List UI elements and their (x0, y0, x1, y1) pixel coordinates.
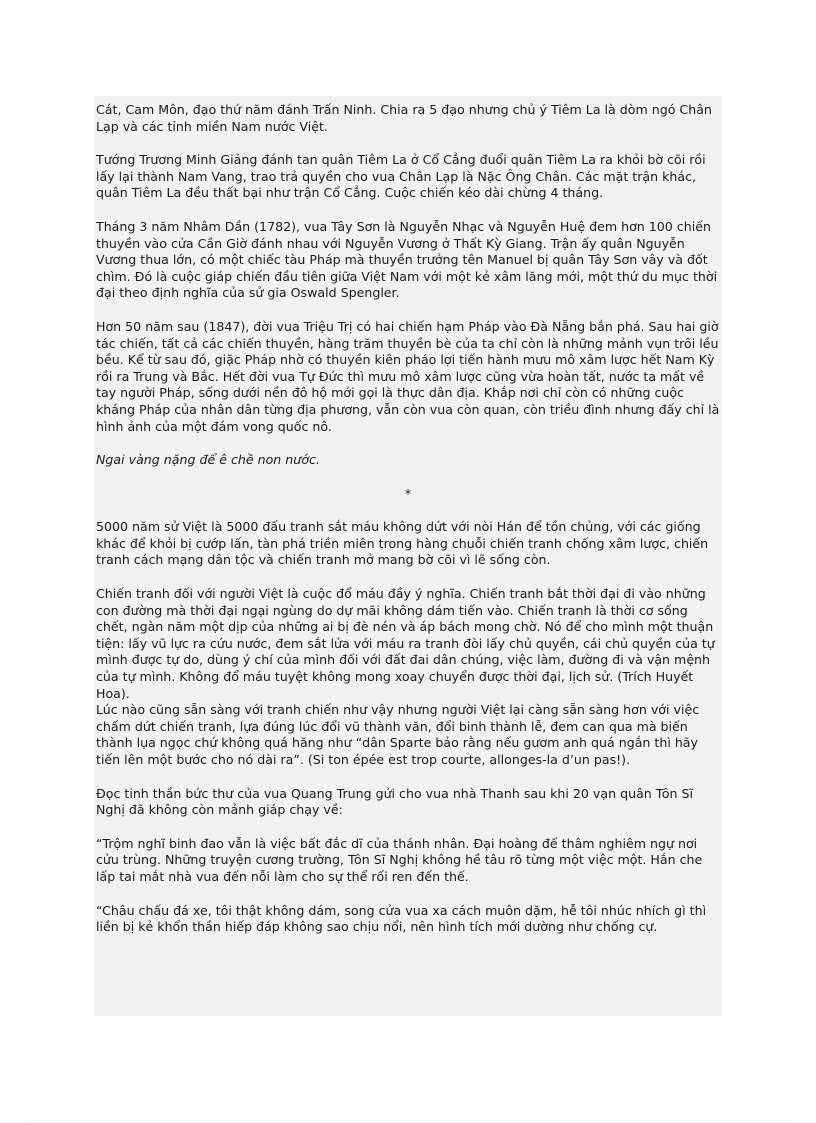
italic-verse: Ngai vàng nặng để ê chề non nước. (96, 452, 320, 468)
paragraph-5: 5000 năm sử Việt là 5000 đấu tranh sắt máu không dứt với nòi Hán để tồn chủng, với các giống khác để khỏi bị cướp lấn, tàn phá triền miên trong hàng chuỗi chiến tranh chống xâm lược, chiến tranh cách mạng dân tộc và chiến tranh mở mang bờ cõi vì lẽ sống còn. (96, 519, 709, 568)
paragraph-4: Hơn 50 năm sau (1847), đời vua Triệu Trị có hai chiến hạm Pháp vào Đà Nẵng bắn phá. Sau hai giờ tác chiến, tất cả các chiến thuyền, hàng trăm thuyền bè của ta chỉ còn là những mảnh vụn trôi lều bều. Kể từ sau đó, giặc Pháp nhờ có thuyền kiên pháo lợi tiến hành mưu mô xâm lược hết Nam Kỳ rồi ra Trung và Bắc. Hết đời vua Tự Đức thì mưu mô xâm lược cũng vừa hoàn tất, nước ta mất về tay người Pháp, sống dưới nền đô hộ mới gọi là thực dân địa. Khắp nơi chỉ còn có những cuộc kháng Pháp của nhân dân từng địa phương, vẫn còn vua còn quan, còn triều đình nhưng đấy chỉ là hình ảnh của một đám vong quốc nô. (96, 318, 720, 434)
text-block (94, 96, 722, 1016)
section-separator: * (404, 485, 412, 501)
paragraph-7: Lúc nào cũng sẵn sàng với tranh chiến như vậy nhưng người Việt lại càng sẵn sàng hơn với việc chấm dứt chiến tranh, lựa đúng lúc đổi vũ thành văn, đổi binh thành lễ, đem can qua mà biến thành lụa ngọc chứ không quá hăng như “dân Sparte bảo rằng nếu gươm anh quá ngắn thì hãy tiến lên một bước cho nó dài ra”. (Si ton épée est trop courte, allonges-la d’un pas!). (96, 702, 700, 767)
paragraph-1: Cát, Cam Môn, đạo thứ năm đánh Trấn Ninh. Chia ra 5 đạo nhưng chủ ý Tiêm La là dòm ngó Chân Lạp và các tỉnh miền Nam nước Việt. (96, 102, 712, 134)
paragraph-2: Tướng Trương Minh Giảng đánh tan quân Tiêm La ở Cổ Cẳng đuổi quân Tiêm La ra khỏi bờ cõi rồi lấy lại thành Nam Vang, trao trả quyền cho vua Chân Lạp là Nặc Ông Chân. Các mặt trận khác, quân Tiêm La đều thất bại như trận Cổ Cẳng. Cuộc chiến kéo dài chừng 4 tháng. (96, 152, 706, 201)
quote-paragraph-1: “Trộm nghĩ binh đao vẫn là việc bất đắc dĩ của thánh nhân. Đại hoàng đế thâm nghiêm ngự nơi cửu trùng. Những truyện cương trường, Tôn Sĩ Nghị không hề tâu rõ từng một việc một. Hắn che lấp tai mắt nhà vua đến nỗi làm cho sự thể rối ren đến thế. (96, 835, 703, 884)
quote-paragraph-2: “Châu chấu đá xe, tôi thật không dám, song cửa vua xa cách muôn dặm, hễ tôi nhúc nhích gì thì liền bị kẻ khổn thần hiếp đáp không sao chịu nổi, nên hình tích mới dường như chống cự. (96, 902, 707, 935)
paragraph-6: Chiến tranh đối với người Việt là cuộc đổ máu đầy ý nghĩa. Chiến tranh bắt thời đại đi vào những con đường mà thời đại ngại ngùng do dự mãi không dám tiến vào. Chiến tranh là thời cơ sống chết, ngàn năm một dịp của những ai bị đè nén và áp bách mong chờ. Nó để cho mình một thuận tiện: lấy vũ lực ra cứu nước, đem sắt lửa với máu ra tranh đòi lấy chủ quyền, cái chủ quyền của tự mình được tự do, dùng ý chí của mình đối với đất đai dân chúng, việc làm, đường đi và vận mệnh của tự mình. Không đổ máu tuyệt không mong xoay chuyển được thời đại, lịch sử. (Trích Huyết Hoa). (96, 586, 715, 701)
paragraph-8: Đọc tinh thần bức thư của vua Quang Trung gửi cho vua nhà Thanh sau khi 20 vạn quân Tôn Sĩ Nghị đã không còn mảnh giáp chạy về: (96, 785, 693, 818)
paragraph-3: Tháng 3 năm Nhâm Dần (1782), vua Tây Sơn là Nguyễn Nhạc và Nguyễn Huệ đem hơn 100 chiến thuyền vào cửa Cần Giờ đánh nhau với Nguyễn Vương ở Thất Kỳ Giang. Trận ấy quân Nguyễn Vương thua lớn, có một chiếc tàu Pháp mà thuyền trưởng tên Manuel bị quân Tây Sơn vây và đốt chìm. Đó là cuộc giáp chiến đầu tiên giữa Việt Nam với một kẻ xâm lăng mới, một thứ du mục thời đại theo định nghĩa của sử gia Oswald Spengler. (96, 218, 718, 301)
